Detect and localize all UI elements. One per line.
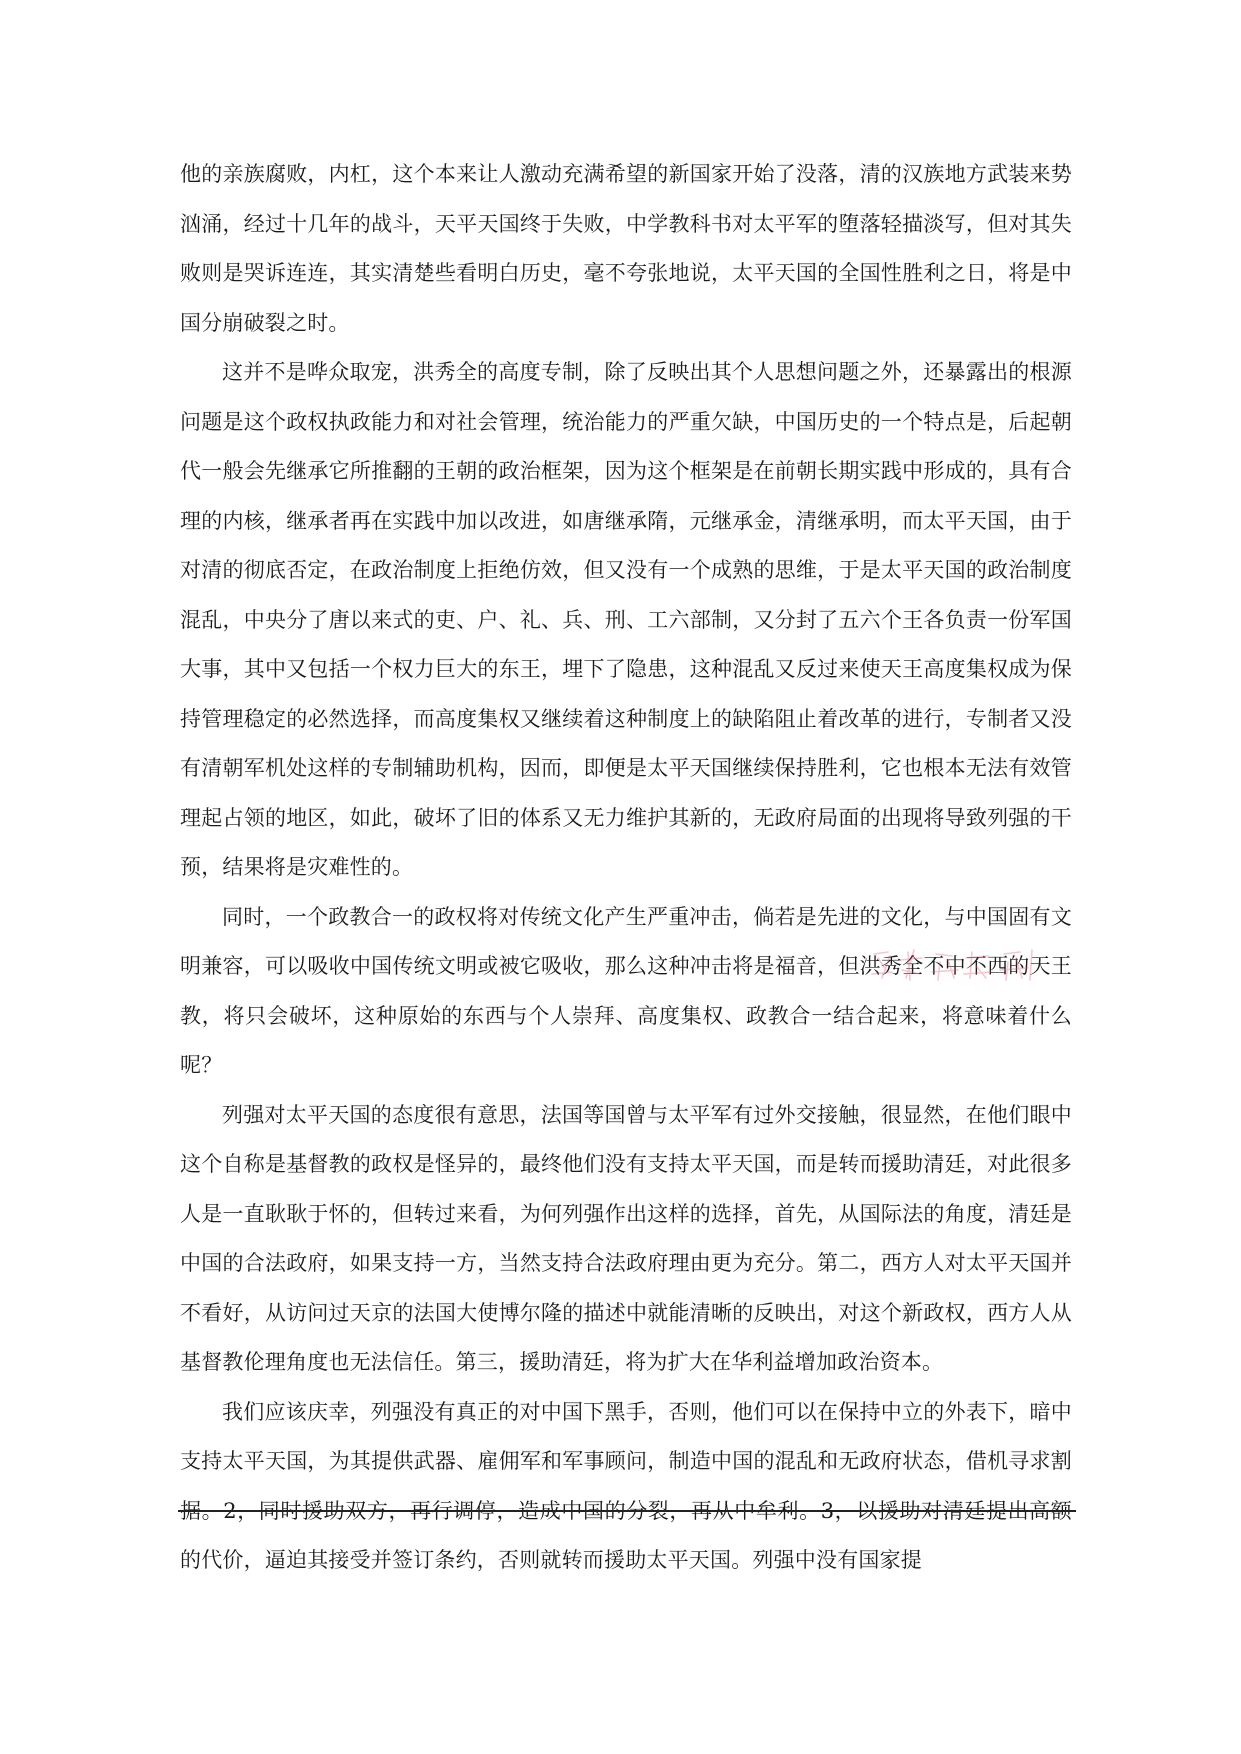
paragraph-1: 他的亲族腐败，内杠，这个本来让人激动充满希望的新国家开始了没落，清的汉族地方武装来势汹涌，经过十几年的战斗，天平天国终于失败，中学教科书对太平军的堕落轻描淡写，但对其失败则是哭诉连连，其实清楚些看明白历史，毫不夸张地说，太平天国的全国性胜利之日，将是中国分崩破裂之时。 [180,162,1072,335]
watermark-stamp [868,944,1044,986]
paragraph-5: 我们应该庆幸，列强没有真正的对中国下黑手，否则，他们可以在保持中立的外表下，暗中支持太平天国，为其提供武器、雇佣军和军事顾问，制造中国的混乱和无政府状态，借机寻求割据。2，同时援助双方，再行调停，造成中国的分裂，再从中牟利。3，以援助对清廷提出高额的代价，逼迫其接受并签订条约，否则就转而援助太平天国。列强中没有国家提 [180,1399,1072,1572]
paragraph-3: 同时，一个政教合一的政权将对传统文化产生严重冲击，倘若是先进的文化，与中国固有文明兼容，可以吸收中国传统文明或被它吸收，那么这种冲击将是福音，但洪秀全不中不西的天王教，将只会破坏，这种原始的东西与个人崇拜、高度集权、政教合一结合起来，将意味着什么呢？ [180,904,1072,1077]
footer-divider [178,1510,1076,1512]
paragraph-4: 列强对太平天国的态度很有意思，法国等国曾与太平军有过外交接触，很显然，在他们眼中这个自称是基督教的政权是怪异的，最终他们没有支持太平天国，而是转而援助清廷，对此很多人是一直耿耿于怀的，但转过来看，为何列强作出这样的选择，首先，从国际法的角度，清廷是中国的合法政府，如果支持一方，当然支持合法政府理由更为充分。第二，西方人对太平天国并不看好，从访问过天京的法国大使博尔隆的描述中就能清晰的反映出，对这个新政权，西方人从基督教伦理角度也无法信任。第三，援助清廷，将为扩大在华利益增加政治资本。 [180,1102,1072,1374]
document-body [180,150,1072,1586]
paragraph-2: 这并不是哗众取宠，洪秀全的高度专制，除了反映出其个人思想问题之外，还暴露出的根源问题是这个政权执政能力和对社会管理，统治能力的严重欠缺，中国历史的一个特点是，后起朝代一般会先继承它所推翻的王朝的政治框架，因为这个框架是在前朝长期实践中形成的，具有合理的内核，继承者再在实践中加以改进，如唐继承隋，元继承金，清继承明，而太平天国，由于对清的彻底否定，在政治制度上拒绝仿效，但又没有一个成熟的思维，于是太平天国的政治制度混乱，中央分了唐以来式的吏、户、礼、兵、刑、工六部制，又分封了五六个王各负责一份军国大事，其中又包括一个权力巨大的东王，埋下了隐患，这种混乱又反过来使天王高度集权成为保持管理稳定的必然选择，而高度集权又继续着这种制度上的缺陷阻止着改革的进行，专制者又没有清朝军机处这样的专制辅助机构，因而，即便是太平天国继续保持胜利，它也根本无法有效管理起占领的地区，如此，破坏了旧的体系又无力维护其新的，无政府局面的出现将导致列强的干预，结果将是灾难性的。 [180,360,1072,879]
